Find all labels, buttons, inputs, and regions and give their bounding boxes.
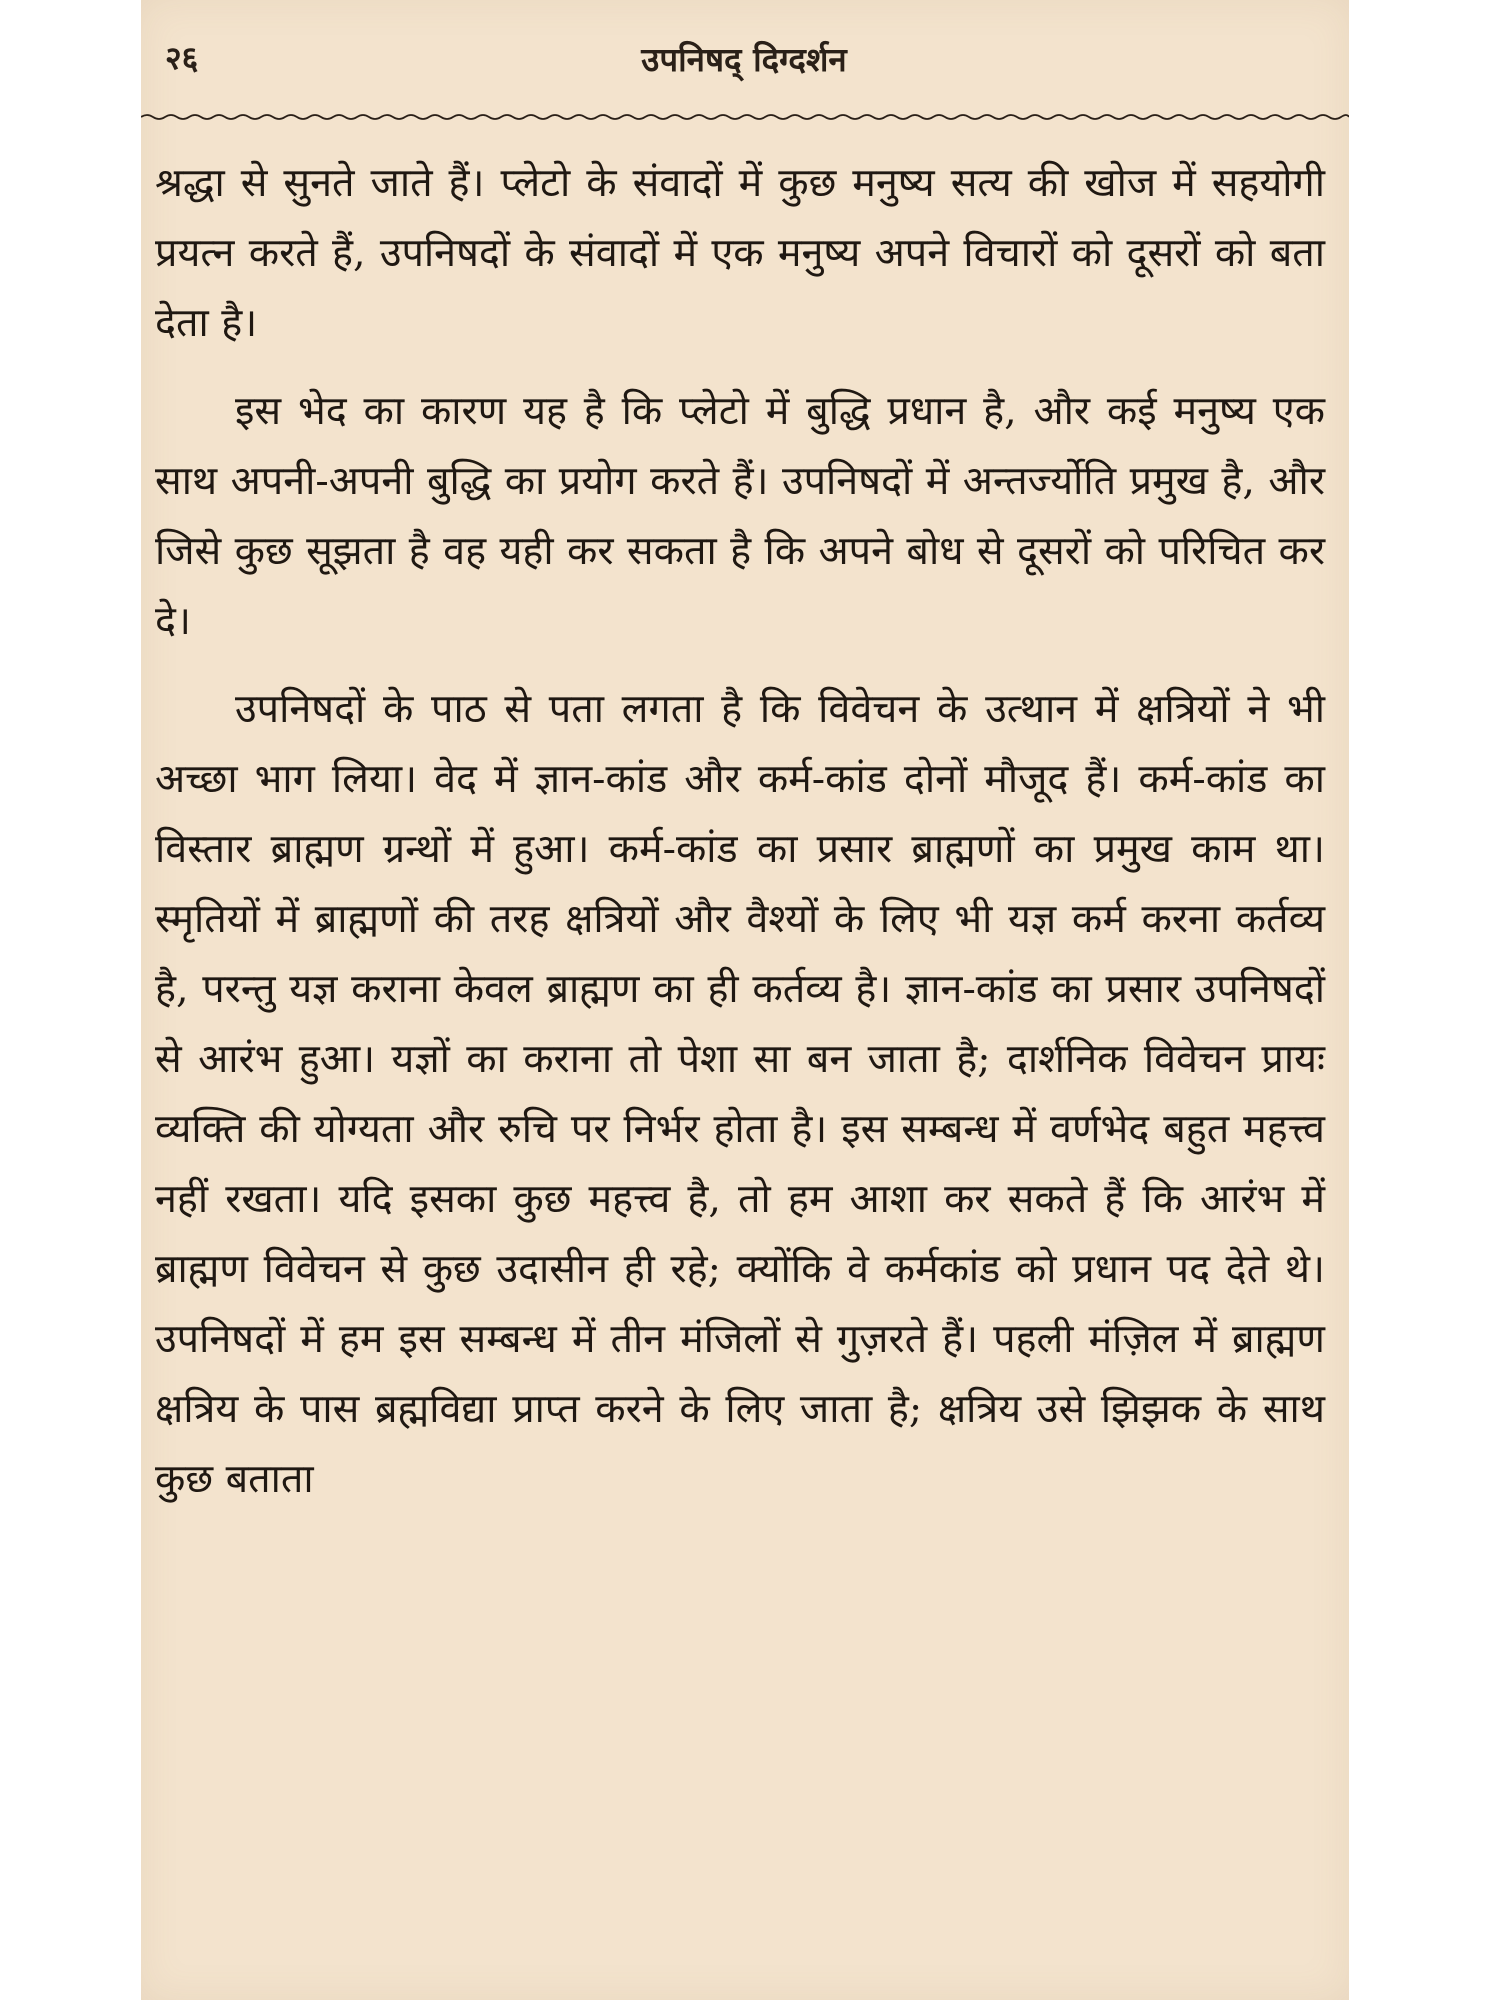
- page-header: [159, 28, 1329, 88]
- paragraph: उपनिषदों के पाठ से पता लगता है कि विवेचन के उत्थान में क्षत्रियों ने भी अच्छा भाग लिया। वेद में ज्ञान-कांड और कर्म-कांड दोनों मौजूद हैं। कर्म-कांड का विस्तार ब्राह्मण ग्रन्थों में हुआ। कर्म-कांड का प्रसार ब्राह्मणों का प्रमुख काम था। स्मृतियों में ब्राह्मणों की तरह क्षत्रियों और वैश्यों के लिए भी यज्ञ कर्म करना कर्तव्य है, परन्तु यज्ञ कराना केवल ब्राह्मण का ही कर्तव्य है। ज्ञान-कांड का प्रसार उपनिषदों से आरंभ हुआ। यज्ञों का कराना तो पेशा सा बन जाता है; दार्शनिक विवेचन प्रायः व्यक्ति की योग्यता और रुचि पर निर्भर होता है। इस सम्बन्ध में वर्णभेद बहुत महत्त्व नहीं रखता। यदि इसका कुछ महत्त्व है, तो हम आशा कर सकते हैं कि आरंभ में ब्राह्मण विवेचन से कुछ उदासीन ही रहे; क्योंकि वे कर्मकांड को प्रधान पद देते थे। उपनिषदों में हम इस सम्बन्ध में तीन मंजिलों से गुज़रते हैं। पहली मंज़िल में ब्राह्मण क्षत्रिय के पास ब्रह्मविद्या प्राप्त करने के लिए जाता है; क्षत्रिय उसे झिझक के साथ कुछ बताता: [155, 686, 1325, 1502]
- book-page: [141, 0, 1349, 2000]
- running-title: उपनिषद् दिग्दर्शन: [641, 40, 847, 79]
- paragraph: श्रद्धा से सुनते जाते हैं। प्लेटो के संवादों में कुछ मनुष्य सत्य की खोज में सहयोगी प्रयत्न करते हैं, उपनिषदों के संवादों में एक मनुष्य अपने विचारों को दूसरों को बता देता है।: [155, 160, 1325, 346]
- page-number: २६: [165, 39, 199, 77]
- header-wavy-rule: [141, 112, 1349, 122]
- paragraph: इस भेद का कारण यह है कि प्लेटो में बुद्धि प्रधान है, और कई मनुष्य एक साथ अपनी-अपनी बुद्धि का प्रयोग करते हैं। उपनिषदों में अन्तर्ज्योति प्रमुख है, और जिसे कुछ सूझता है वह यही कर सकता है कि अपने बोध से दूसरों को परिचित कर दे।: [155, 388, 1325, 644]
- body-text: [155, 148, 1325, 1514]
